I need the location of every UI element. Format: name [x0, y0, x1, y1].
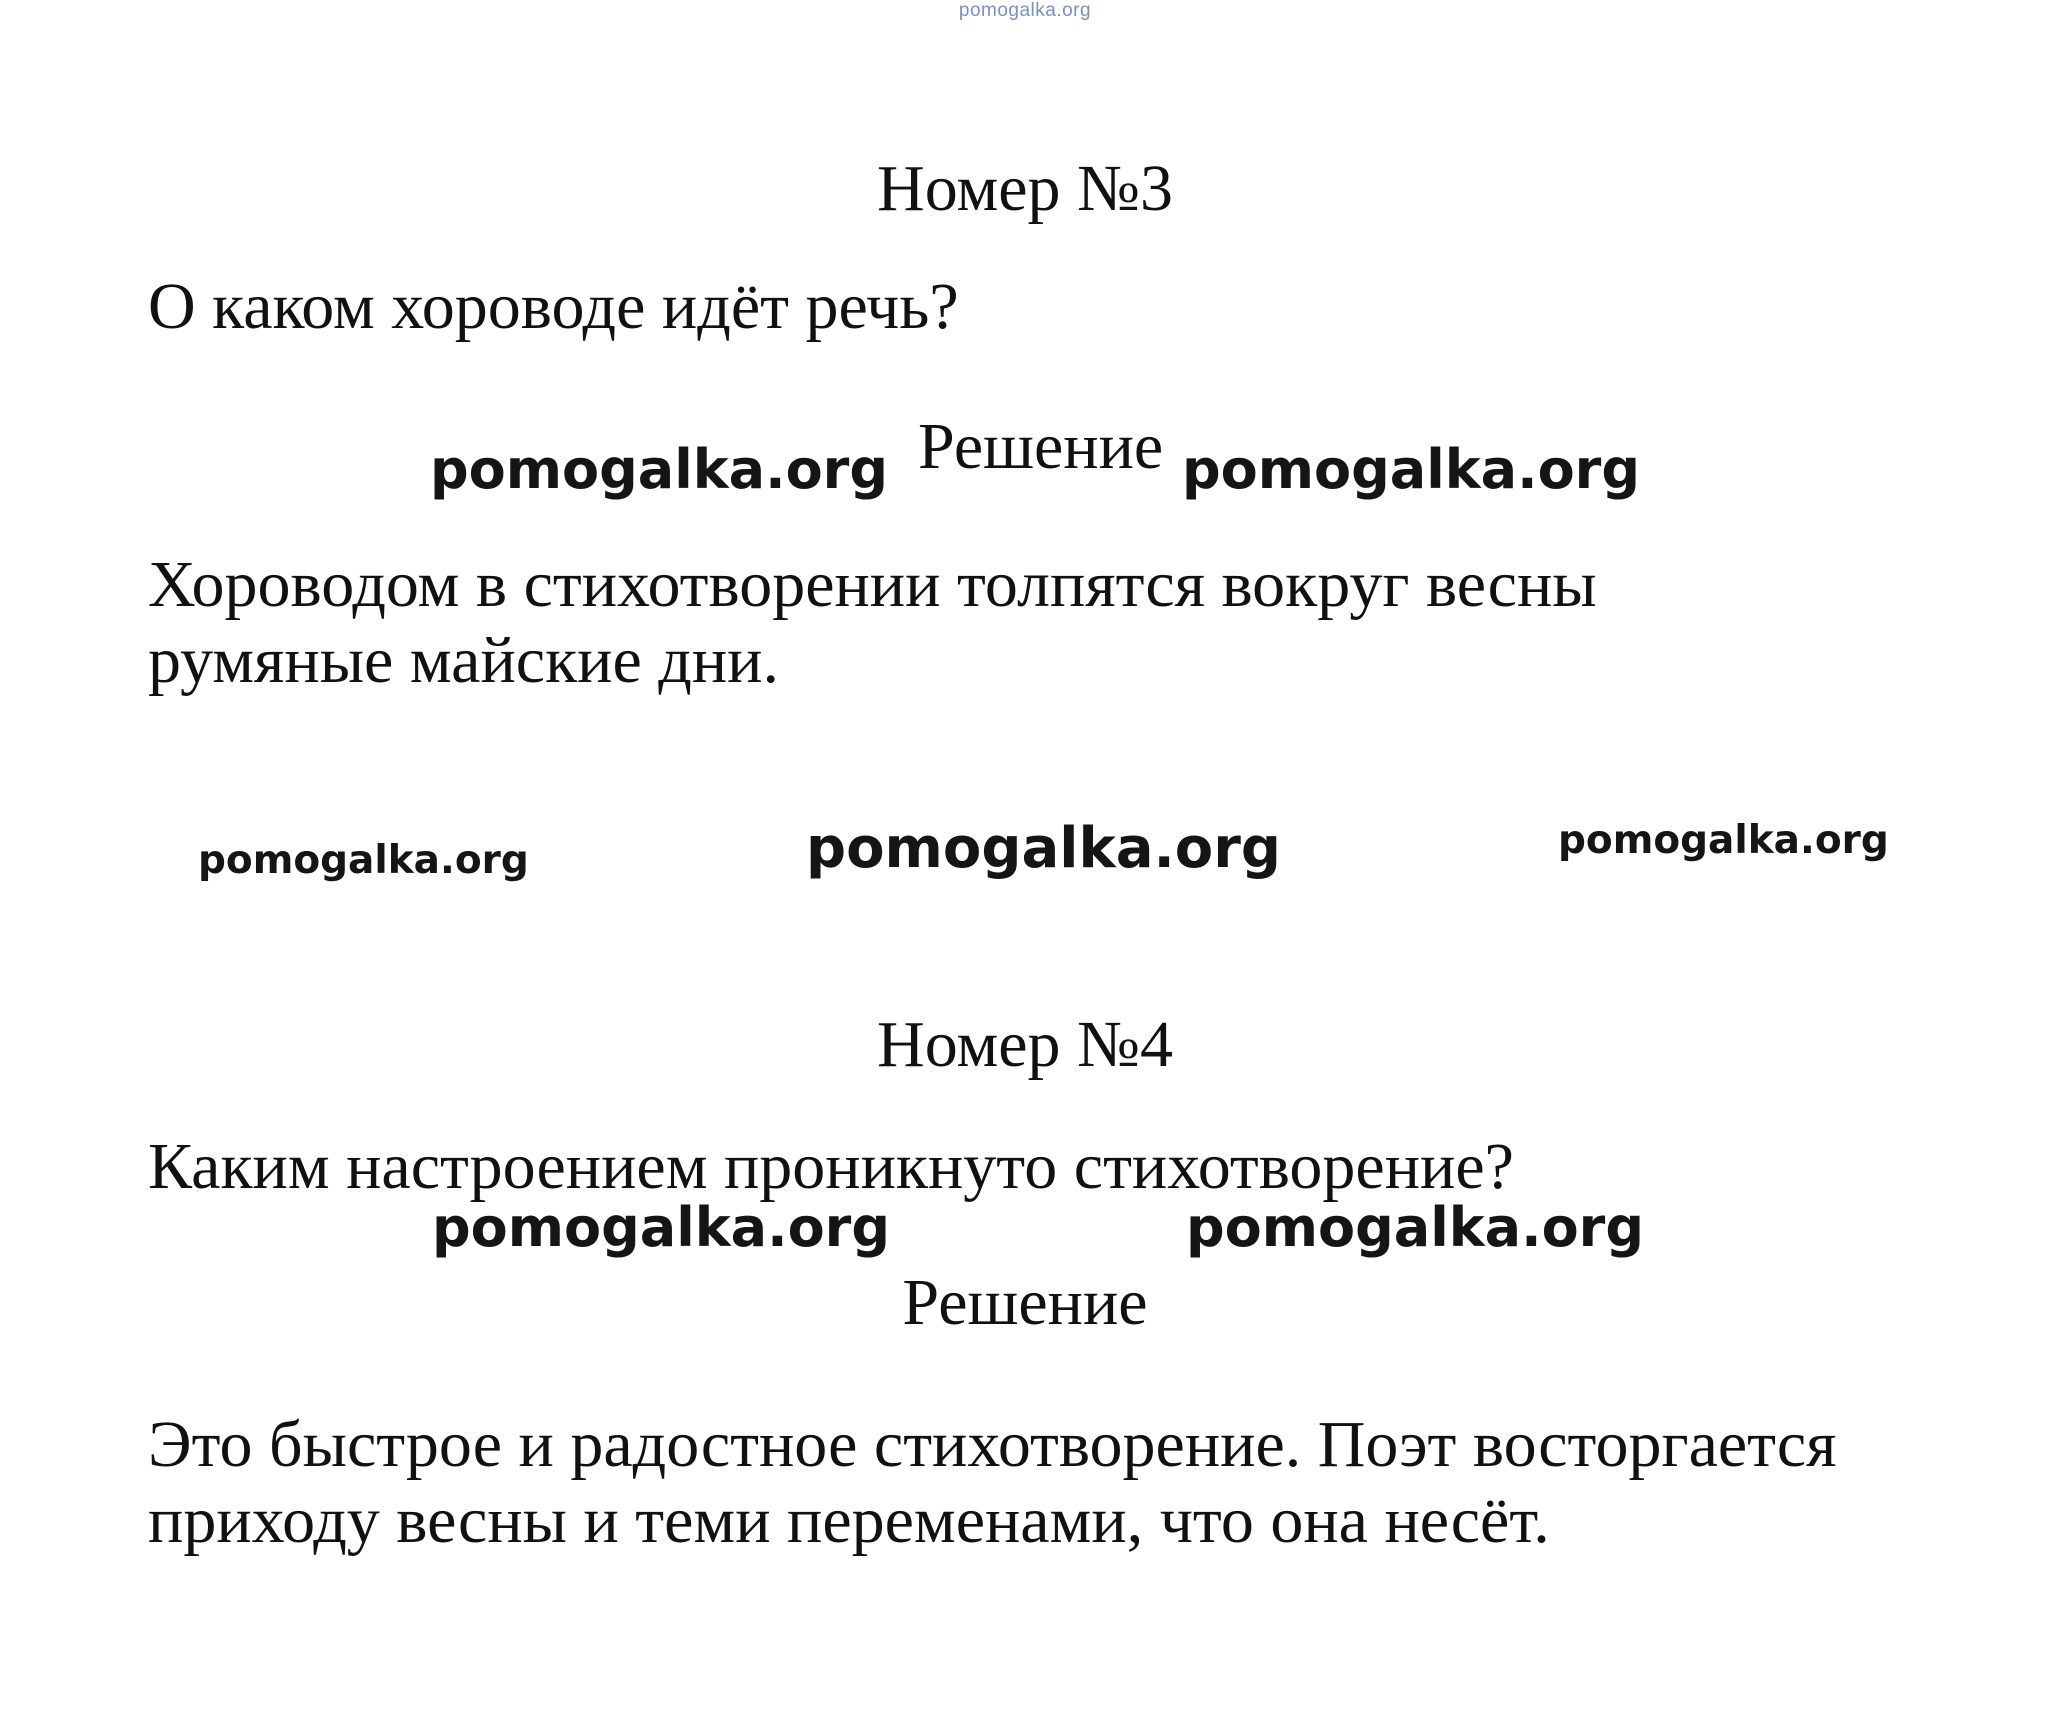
task4-question: Каким настроением проникнуто стихотворение? [148, 1130, 1514, 1203]
top-watermark: pomogalka.org [958, 0, 1092, 21]
watermark-logo: pomogalka.org [432, 1196, 890, 1259]
watermark-logo: pomogalka.org [1186, 1196, 1644, 1259]
task4-solution-label: Решение [902, 1266, 1148, 1339]
task3-answer-line-2: румяные майские дни. [148, 624, 779, 697]
watermark-logo: pomogalka.org [1182, 438, 1640, 501]
task4-title: Номер №4 [877, 1008, 1173, 1081]
watermark-logo: pomogalka.org [1558, 818, 1889, 863]
task3-question: О каком хороводе идёт речь? [148, 270, 959, 343]
task3-answer-line-1: Хороводом в стихотворении толпятся вокруг весны [148, 548, 1597, 621]
watermark-logo: pomogalka.org [806, 816, 1281, 881]
task3-solution-label: Решение [918, 410, 1164, 483]
watermark-logo: pomogalka.org [430, 438, 888, 501]
task4-answer-line-2: приходу весны и теми переменами, что она несёт. [148, 1484, 1550, 1557]
task4-answer-line-1: Это быстрое и радостное стихотворение. Поэт восторгается [148, 1408, 1837, 1481]
watermark-logo: pomogalka.org [198, 838, 529, 883]
task3-title: Номер №3 [877, 152, 1173, 225]
